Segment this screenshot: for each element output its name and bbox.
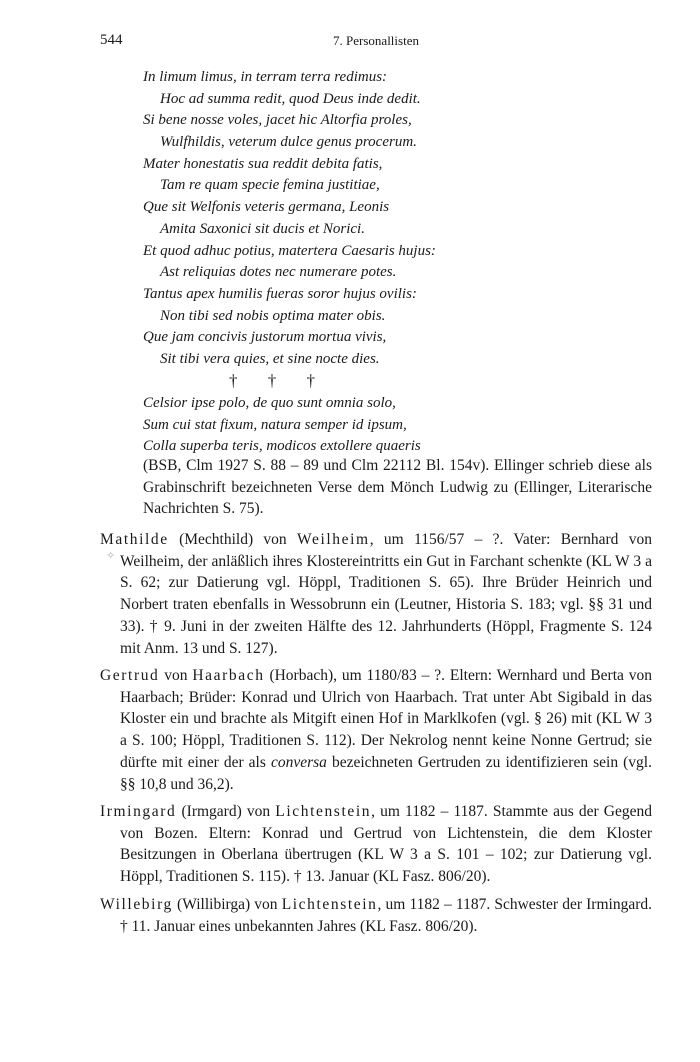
entry-text: , um 1182 – 1187. Stammte aus der Gegend von Bozen. Eltern: Konrad und Gertrud von Lichtenstein, die dem Kloster Besitzungen in Oberlana übertrugen (KL W 3 a S. 101 – 102; zur Datierung vgl. Höppl, Traditionen S. 115). † 13. Januar (KL Fasz. 806/20). xyxy=(120,803,652,886)
poem-line: In limum limus, in terram terra redimus: xyxy=(143,69,388,85)
entry-text: , um 1182 – 1187. Schwester der Irmingard. † 11. Januar eines unbekannten Jahres (KL Fasz. 806/20). xyxy=(120,896,652,935)
poem-line: Sum cui stat fixum, natura semper id ipsum, xyxy=(143,416,407,433)
poem-line: Que sit Welfonis veteris germana, Leonis xyxy=(143,199,390,216)
entry-place: Haarbach xyxy=(192,667,265,684)
source-note: (BSB, Clm 1927 S. 88 – 89 und Clm 22112 Bl. 154v). Ellinger schrieb diese als Grabinschrift bezeichneten Verse dem Mönch Ludwig zu (Ellinger, Literarische Nachrichten S. 75). xyxy=(143,457,652,518)
poem-line: Si bene nosse voles, jacet hic Altorfia proles, xyxy=(143,112,412,129)
epitaph-poem-second xyxy=(143,393,653,458)
poem-line: Sit tibi vera quies, et sine nocte dies. xyxy=(160,350,380,367)
poem-line: Wulfhildis, veterum dulce genus procerum. xyxy=(160,134,417,151)
poem-line: Et quod adhuc potius, matertera Caesaris hujus: xyxy=(143,242,436,259)
poem-line: Que jam concivis justorum mortua vivis, xyxy=(143,329,387,346)
page-number: 544 xyxy=(100,32,123,48)
entry-place: Lichtenstein xyxy=(275,803,372,820)
entry-name: Gertrud xyxy=(100,667,160,684)
entry-text-after: bezeichneten Gertruden zu identifizieren sein (vgl. §§ 10,8 und 36,2). xyxy=(120,753,652,793)
cross-divider: † † † xyxy=(229,371,315,390)
entry-text: , um 1156/57 – ?. Vater: Bernhard von Weilheim, der anläßlich ihres Klostereintritts ein Gut in Farchant schenkte (KL W 3 a S. 62; zur Datierung vgl. Höppl, Traditionen S. 65). Ihre Brüder Heinrich und Norbert traten ebenfalls in Wessobrunn ein (Leutner, Historia S. 183; vgl. §§ 31 und 33). † 9. Juni in der zweiten Hälfte des 12. Jahrhunderts (Höppl, Fragmente S. 124 mit Anm. 13 und S. 127). xyxy=(120,531,652,657)
margin-mark-icon: ✧ xyxy=(106,550,116,562)
entry-willebirg xyxy=(100,894,652,937)
entry-name-rest: (Willibirga) von xyxy=(172,896,282,913)
poem-line: Tam re quam specie femina justitiae, xyxy=(160,177,380,194)
entry-name: Mathilde xyxy=(100,531,169,548)
entry-place: Lichtenstein xyxy=(281,896,378,913)
poem-line: Celsior ipse polo, de quo sunt omnia solo, xyxy=(143,395,396,411)
poem-line: Colla superba teris, modicos extollere quaeris xyxy=(143,438,421,455)
running-title: 7. Personallisten xyxy=(333,33,419,48)
poem-line: Mater honestatis sua reddit debita fatis, xyxy=(143,155,383,172)
poem-line: Hoc ad summa redit, quod Deus inde dedit. xyxy=(160,90,421,107)
entry-name-rest: (Irmgard) von xyxy=(176,803,276,820)
poem-line: Non tibi sed nobis optima mater obis. xyxy=(160,307,386,324)
poem-line: Tantus apex humilis fueras soror hujus ovilis: xyxy=(143,285,417,302)
poem-line: Amita Saxonici sit ducis et Norici. xyxy=(160,220,365,237)
page-header xyxy=(100,32,652,52)
entry-place: Weilheim xyxy=(297,531,370,548)
entry-gertrud xyxy=(100,665,652,795)
entry-name: Willebirg xyxy=(100,896,173,913)
entry-mathilde xyxy=(100,529,652,659)
entry-name-rest: (Mechthild) von xyxy=(168,531,298,548)
entry-irmingard xyxy=(100,801,652,888)
entry-name: Irmingard xyxy=(100,803,177,820)
epitaph-poem xyxy=(143,67,653,371)
entry-italic-term: conversa xyxy=(270,753,327,771)
entry-text: (Horbach), um 1180/83 – ?. Eltern: Wernhard und Berta von Haarbach; Brüder: Konrad und Ulrich von Haarbach. Trat unter Abt Sigibald in das Kloster ein und brachte als Mitgift einen Hof in Marklkofen (vgl. § 26) mit (KL W 3 a S. 100; Höppl, Traditionen S. 112). Der Nekrolog nennt keine Nonne Gertrud; sie dürfte mit einer der als xyxy=(120,667,653,771)
entry-name-rest: von xyxy=(159,667,193,684)
poem-line: Ast reliquias dotes nec numerare potes. xyxy=(160,264,397,281)
